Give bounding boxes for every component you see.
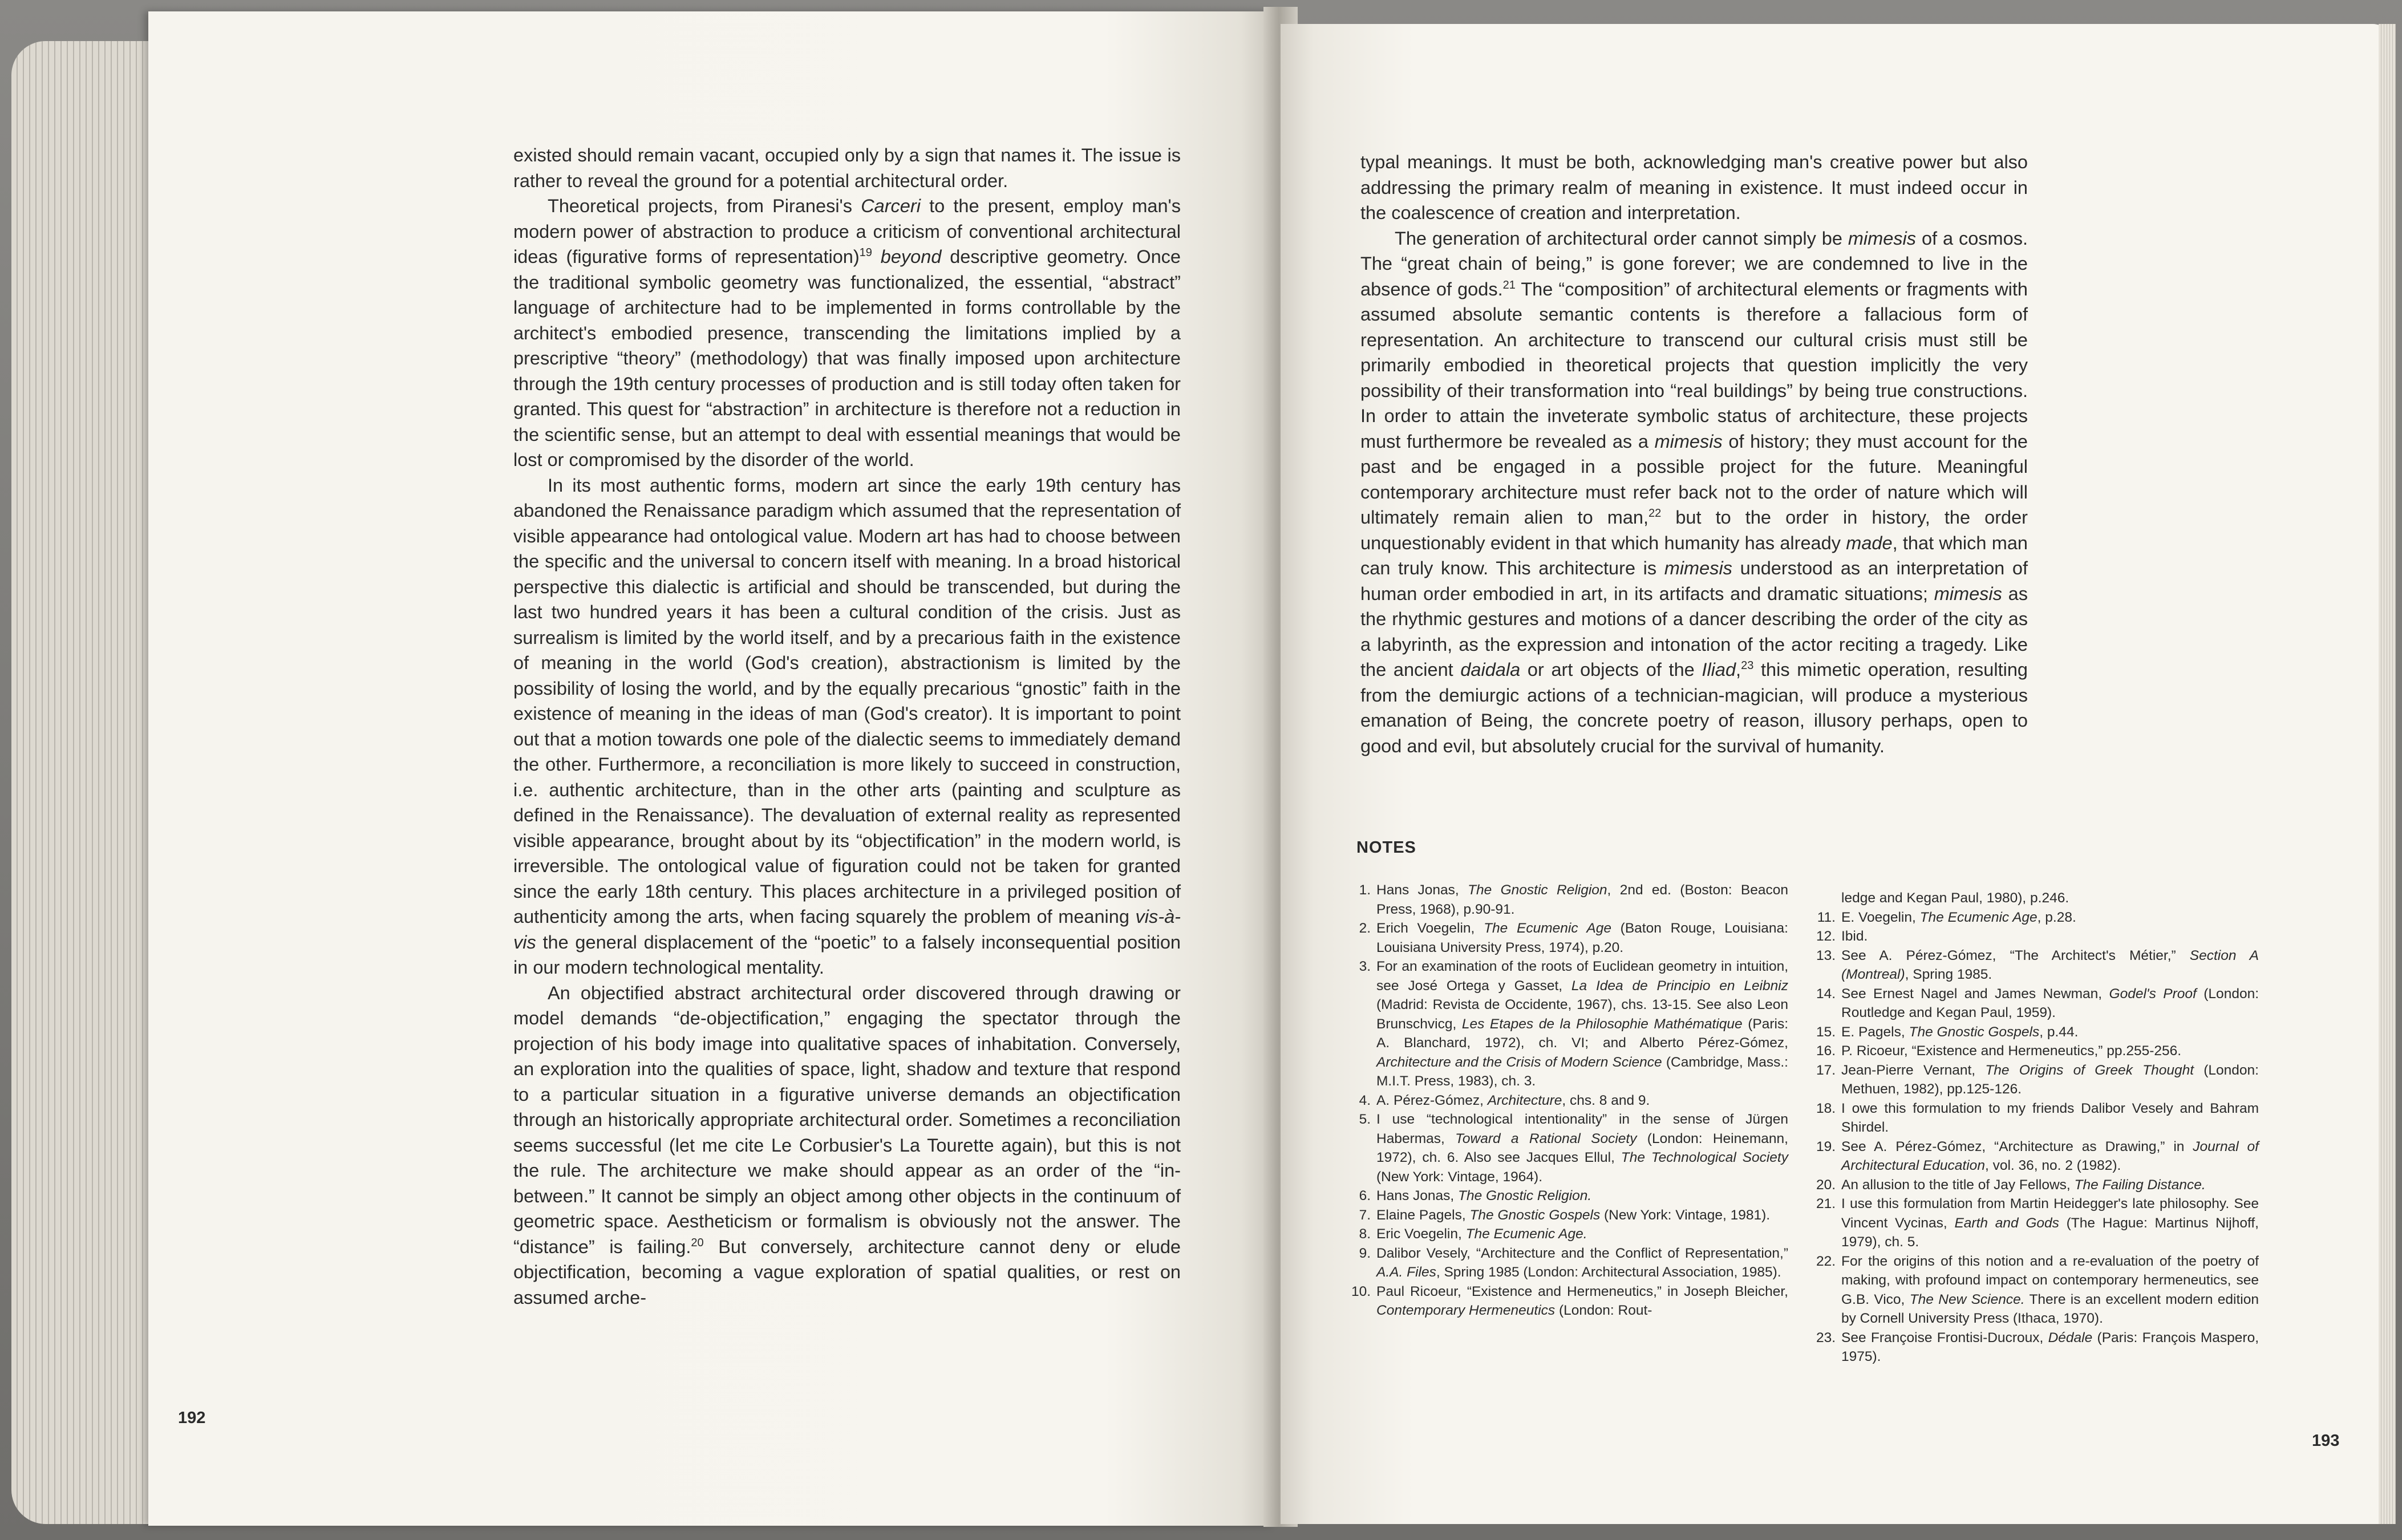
footnote [1814, 1099, 2259, 1137]
notes-column-2 [1814, 889, 2259, 1367]
notes-heading: NOTES [1356, 838, 1416, 857]
footnote-number: 9. [1359, 1245, 1371, 1261]
footnote-number: 23. [1816, 1330, 1836, 1346]
footnote-number: 2. [1359, 921, 1371, 936]
footnote-text: Hans Jonas, The Gnostic Religion, 2nd ed. (Boston: Beacon Press, 1968), p.90-91. [1376, 882, 1788, 917]
footnote-text: Erich Voegelin, The Ecumenic Age (Baton Rouge, Louisiana: Louisiana University Press, 1974), p.20. [1376, 921, 1788, 955]
footnote [1349, 1206, 1788, 1225]
footnote [1814, 1328, 2259, 1367]
body-paragraph: The generation of architectural order cannot simply be mimesis of a cosmos. The “great chain of being,” is gone forever; we are condemned to live in the absence of gods.$^{21}$ The “composition” of architectural elements or fragments with assumed absolute semantic contents is therefore a fallacious form of representation. An architecture to transcend our cultural crisis must still be primarily embodied in theoretical projects that question implicitly the very possibility of their transformation into “real buildings” by being true constructions. In order to attain the inveterate symbolic status of architecture, these projects must furthermore be revealed as a mimesis of history; they must account for the past and be engaged in a possible project for the future. Meaningful contemporary architecture must refer back not to the order of nature which will ultimately remain alien to man,$^{22}$ but to the order in history, the order unquestionably evident in that which humanity has already made, that which man can truly know. This architecture is mimesis understood as an interpretation of human order embodied in art, in its artifacts and dramatic situations; mimesis as the rhythmic gestures and motions of a dancer describing the order of the city as a labyrinth, as the expression and intonation of the actor reciting a tragedy. Like the ancient daidala or art objects of the Iliad,$^{23}$ this mimetic operation, resulting from the demiurgic actions of a technician-magician, will produce a mysterious emanation of Being, the concrete poetry of reason, illusory perhaps, open to good and evil, but absolutely crucial for the survival of humanity. [1360, 228, 2028, 756]
footnote [1814, 984, 2259, 1023]
footnote-number: 14. [1816, 986, 1836, 1002]
footnote [1814, 1194, 2259, 1252]
footnote-text: I use this formulation from Martin Heidegger's late philosophy. See Vincent Vycinas, Earth and Gods (The Hague: Martinus Nijhoff, 1979), ch. 5. [1841, 1196, 2259, 1250]
footnote-number: 15. [1816, 1024, 1836, 1040]
footnote-text: I owe this formulation to my friends Dalibor Vesely and Bahram Shirdel. [1841, 1100, 2259, 1135]
footnote [1814, 1137, 2259, 1176]
footnote-number: 3. [1359, 959, 1371, 974]
footnote [1349, 1110, 1788, 1186]
footnote-text: Elaine Pagels, The Gnostic Gospels (New York: Vintage, 1981). [1376, 1207, 1771, 1223]
page-stack-edge [11, 41, 148, 1524]
footnote-number: 8. [1359, 1226, 1371, 1242]
footnote-number: 18. [1816, 1100, 1836, 1116]
footnote [1349, 1225, 1788, 1244]
footnote-number: 16. [1816, 1043, 1836, 1059]
footnote [1349, 919, 1788, 957]
footnote-number: 22. [1816, 1253, 1836, 1269]
footnote-text: Paul Ricoeur, “Existence and Hermeneutics,” in Joseph Bleicher, Contemporary Hermeneutics (London: Rout- [1376, 1283, 1788, 1318]
footnote-text: Hans Jonas, The Gnostic Religion. [1376, 1188, 1592, 1203]
page-number-left: 192 [178, 1409, 206, 1427]
footnote-text: See Françoise Frontisi-Ducroux, Dédale (Paris: François Maspero, 1975). [1841, 1330, 2259, 1364]
right-page-body [1360, 149, 2028, 759]
footnote-number: 21. [1816, 1196, 1836, 1211]
footnote-number: 20. [1816, 1177, 1836, 1193]
body-paragraph: existed should remain vacant, occupied only by a sign that names it. The issue is rather to reveal the ground for a potential architectural order. [513, 145, 1181, 191]
footnote-text: E. Pagels, The Gnostic Gospels, p.44. [1841, 1024, 2079, 1040]
notes-column-1 [1349, 881, 1788, 1320]
footnote-text: Ibid. [1841, 929, 1868, 944]
footnote [1814, 908, 2259, 927]
footnote-text: See A. Pérez-Gómez, “The Architect's Métier,” Section A (Montreal), Spring 1985. [1841, 947, 2259, 982]
footnote-text: For an examination of the roots of Euclidean geometry in intuition, see José Ortega y Gasset, La Idea de Principio en Leibniz (Madrid: Revista de Occidente, 1967), chs. 13-15. See also Leon Brunschvicg, Les Etapes de la Philosophie Mathématique (Paris: A. Blanchard, 1972), ch. VI; and Alberto Pérez-Gómez, Architecture and the Crisis of Modern Science (Cambridge, Mass.: M.I.T. Press, 1983), ch. 3. [1376, 959, 1789, 1089]
footnote-text: Eric Voegelin, The Ecumenic Age. [1376, 1226, 1587, 1242]
page-number-right: 193 [2312, 1432, 2340, 1450]
footnote-number: 11. [1817, 909, 1836, 925]
footnote [1349, 957, 1788, 1091]
footnote-text: I use “technological intentionality” in the sense of Jürgen Habermas, Toward a Rational Society (London: Heinemann, 1972), ch. 6. Also see Jacques Ellul, The Technological Society (New York: Vintage, 1964). [1376, 1112, 1788, 1185]
footnote-text: E. Voegelin, The Ecumenic Age, p.28. [1841, 909, 2076, 925]
footnote-number: 12. [1816, 929, 1836, 944]
footnote [1349, 1244, 1788, 1282]
footnote-text: For the origins of this notion and a re-evaluation of the poetry of making, with profound impact on contemporary hermeneutics, see G.B. Vico, The New Science. There is an excellent modern edition by Cornell University Press (Ithaca, 1970). [1841, 1253, 2259, 1326]
footnote-number: 19. [1816, 1138, 1836, 1154]
footnote-text: Dalibor Vesely, “Architecture and the Conflict of Representation,” A.A. Files, Spring 1985 (London: Architectural Association, 1985). [1376, 1245, 1788, 1280]
body-paragraph: Theoretical projects, from Piranesi's Carceri to the present, employ man's modern power of abstraction to produce a criticism of conventional architectural ideas (figurative forms of representation)$^{19}$ beyond descriptive geometry. Once the traditional symbolic geometry was functionalized, the essential, “abstract” language of architecture had to be implemented in forms controllable by the architect's embodied presence, transcending the limitations implied by a prescriptive “theory” (methodology) that was finally imposed upon architecture through the 19th century processes of production and is still today often taken for granted. This quest for “abstraction” in architecture is therefore not a reduction in the scientific sense, but an attempt to deal with essential meanings that would be lost or compromised by the disorder of the world. [513, 196, 1181, 470]
footnote-text: See Ernest Nagel and James Newman, Godel's Proof (London: Routledge and Kegan Paul, 1959). [1841, 986, 2259, 1020]
footnote [1349, 881, 1788, 919]
footnote [1814, 1061, 2259, 1099]
footnote [1814, 1252, 2259, 1328]
footnote [1814, 889, 2259, 908]
footnote-text: P. Ricoeur, “Existence and Hermeneutics,” pp.255-256. [1841, 1043, 2182, 1059]
footnote-number: 4. [1359, 1092, 1371, 1108]
footnote [1349, 1091, 1788, 1111]
footnote [1349, 1282, 1788, 1320]
footnote-number: 10. [1351, 1283, 1371, 1299]
footnote-text: An allusion to the title of Jay Fellows, The Failing Distance. [1841, 1177, 2206, 1193]
footnote-text: A. Pérez-Gómez, Architecture, chs. 8 and 9. [1376, 1092, 1650, 1108]
footnote-number: 1. [1359, 882, 1371, 898]
footnote-number: 13. [1816, 947, 1836, 963]
footnote [1814, 1023, 2259, 1042]
footnote [1814, 1176, 2259, 1195]
footnote [1814, 946, 2259, 984]
footnote-number: 6. [1359, 1188, 1371, 1203]
footnote-number: 7. [1359, 1207, 1371, 1223]
footnote-text: Jean-Pierre Vernant, The Origins of Greek Thought (London: Methuen, 1982), pp.125-126. [1841, 1062, 2259, 1097]
left-page-body [513, 143, 1181, 1310]
footnote-number: 17. [1816, 1062, 1836, 1078]
body-paragraph: typal meanings. It must be both, acknowledging man's creative power but also addressing the primary realm of meaning in existence. It must indeed occur in the coalescence of creation and interpretation. [1360, 152, 2028, 223]
footnote [1349, 1186, 1788, 1206]
body-paragraph: In its most authentic forms, modern art since the early 19th century has abandoned the Renaissance paradigm which assumed that the representation of visible appearance had ontological value. Modern art has had to choose between the specific and the universal to concern itself with meaning. In a broad historical perspective this dialectic is artificial and should be transcended, but during the last two hundred years it has been a cultural condition of the crisis. Just as surrealism is limited by the world itself, and by a precarious faith in the existence of meaning in the world (God's creation), abstractionism is limited by the possibility of losing the world, and by the equally precarious “gnostic” faith in the existence of meaning in the ideas of man (God's creator). It is important to point out that a motion towards one pole of the dialectic seems to immediately demand the other. Furthermore, a reconciliation is more likely to succeed in construction, i.e. authentic architecture, than in the other arts (painting and sculpture as defined in the Renaissance). The devaluation of external reality as represented visible appearance, brought about by its “objectification” in the modern world, is irreversible. The ontological value of figuration could not be taken for granted since the early 18th century. This places architecture in a privileged position of authenticity among the arts, when facing squarely the problem of meaning vis-à-vis the general displacement of the “poetic” to a falsely inconsequential position in our modern technological mentality. [513, 475, 1181, 978]
footnote-number: 5. [1359, 1112, 1371, 1127]
footnote [1814, 1041, 2259, 1061]
right-page-edge [2379, 24, 2396, 1524]
footnote [1814, 927, 2259, 946]
footnote-text: ledge and Kegan Paul, 1980), p.246. [1841, 890, 2069, 906]
body-paragraph: An objectified abstract architectural order discovered through drawing or model demands “de-objectification,” engaging the spectator through the projection of his body image into qualitative spaces of inhabitation. Conversely, an exploration into the qualities of space, light, shadow and texture that respond to a particular situation in a figurative universe demands an objectification through an historically appropriate architectural order. Sometimes a reconciliation seems successful (let me cite Le Corbusier's La Tourette again), but this is not the rule. The architecture we make should appear as an order of the “in-between.” It cannot be simply an object among other objects in the continuum of geometric space. Aestheticism or formalism is obviously not the answer. The “distance” is failing.$^{20}$ But conversely, architecture cannot deny or elude objectification, becoming a vague exploration of spatial qualities, or rest on assumed arche- [513, 982, 1181, 1308]
footnote-text: See A. Pérez-Gómez, “Architecture as Drawing,” in Journal of Architectural Education, vol. 36, no. 2 (1982). [1841, 1138, 2259, 1173]
